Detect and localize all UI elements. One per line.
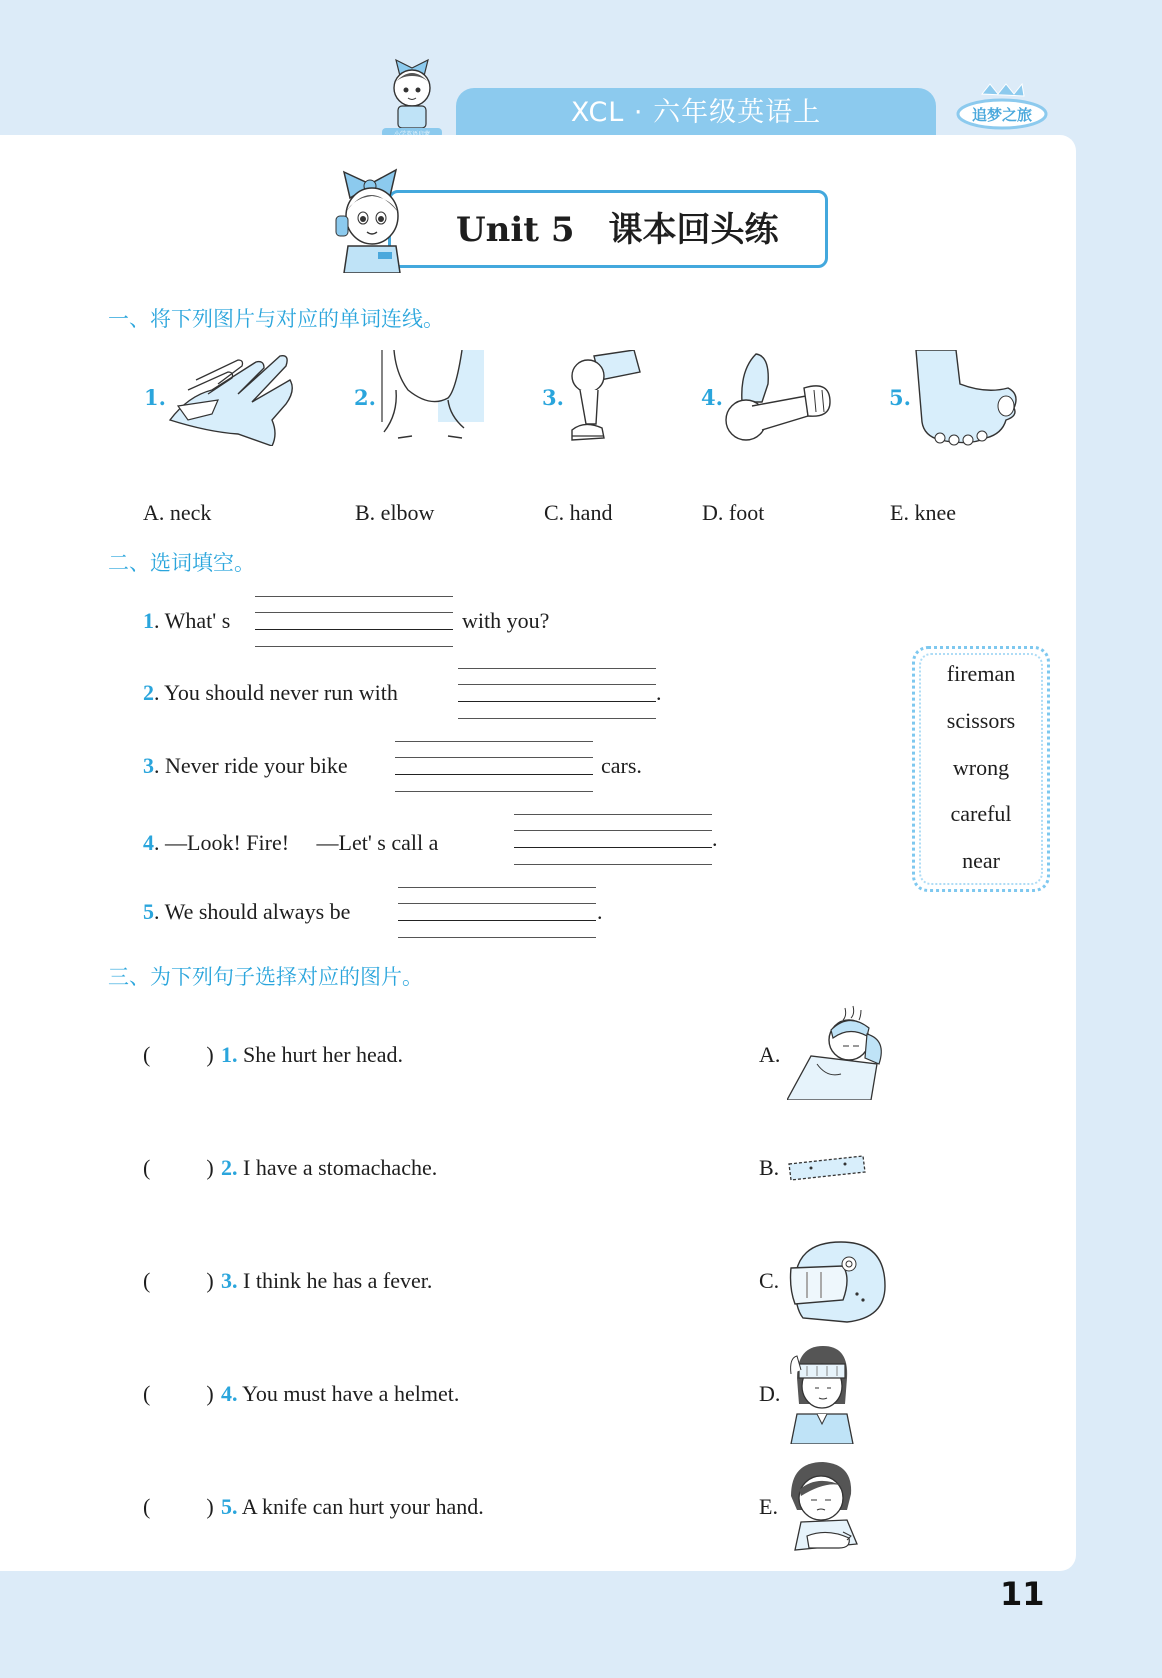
section-1-heading: 一、将下列图片与对应的单词连线。 <box>108 307 444 331</box>
word-option-c: C. hand <box>544 500 613 525</box>
page-title: Unit 5 课本回头练 <box>456 210 779 250</box>
choice-sentence-5 <box>143 1494 484 1520</box>
mascot-girl-icon <box>330 158 410 273</box>
elbow-icon <box>722 350 834 446</box>
answer-blank-4[interactable] <box>514 812 712 868</box>
sentence-start: . We should always be <box>154 899 351 924</box>
page-number: 11 <box>1000 1575 1045 1613</box>
choice-sentence-3 <box>143 1268 432 1294</box>
picture-number-4: 4. <box>701 385 723 410</box>
header-tab: XCL · 六年级英语上 <box>456 88 936 136</box>
fill-sentence-1 <box>143 608 230 634</box>
section-3-heading: 三、为下列句子选择对应的图片。 <box>108 965 423 989</box>
picture-number-3: 3. <box>542 385 564 410</box>
answer-paren[interactable]: ( ) <box>143 1494 214 1519</box>
answer-paren[interactable]: ( ) <box>143 1155 214 1180</box>
fill-sentence-4 <box>143 826 438 857</box>
fill-sentence-5 <box>143 899 350 925</box>
sentence-number: 3. <box>221 1268 238 1293</box>
word-option-b: B. elbow <box>355 500 435 525</box>
neck-icon <box>378 350 484 442</box>
sentence-number: 1. <box>221 1042 238 1067</box>
answer-blank-2[interactable] <box>458 666 656 722</box>
knee-icon <box>566 350 642 446</box>
option-label-a: A. <box>759 1042 781 1067</box>
helmet-icon <box>787 1238 887 1324</box>
sick-boy-icon <box>787 1004 889 1100</box>
answer-paren[interactable]: ( ) <box>143 1381 214 1406</box>
word-option-d: D. foot <box>702 500 765 525</box>
sentence-text: I have a stomachache. <box>237 1155 438 1180</box>
choice-sentence-1 <box>143 1042 403 1068</box>
word-option-a: A. neck <box>143 500 212 525</box>
sentence-start: . —Look! Fire! —Let' s call a <box>154 830 439 855</box>
sentence-number: 5. <box>221 1494 238 1519</box>
choice-sentence-4 <box>143 1381 459 1407</box>
option-label-b: B. <box>759 1155 780 1180</box>
sentence-end-3: cars. <box>601 753 642 778</box>
fill-sentence-2 <box>143 680 398 706</box>
hurt-hand-girl-icon <box>787 1460 867 1554</box>
sentence-number: 4. <box>221 1381 238 1406</box>
bandage-icon <box>787 1152 867 1184</box>
answer-paren[interactable]: ( ) <box>143 1268 214 1293</box>
picture-number-1: 1. <box>144 385 166 410</box>
logo-icon <box>952 80 1052 136</box>
picture-number-5: 5. <box>889 385 911 410</box>
sentence-text: A knife can hurt your hand. <box>237 1494 484 1519</box>
sentence-end-2: . <box>656 680 662 705</box>
word-bank-item: careful <box>950 801 1012 826</box>
sentence-start: . What' s <box>154 608 231 633</box>
word-bank-item: wrong <box>952 755 1010 780</box>
answer-blank-5[interactable] <box>398 885 596 941</box>
sentence-number: 2 <box>143 680 154 705</box>
answer-blank-1[interactable] <box>255 594 453 650</box>
option-label-c: C. <box>759 1268 780 1293</box>
word-option-e: E. knee <box>890 500 956 525</box>
svg-text:追梦之旅: 追梦之旅 <box>971 106 1033 124</box>
option-label-d: D. <box>759 1381 781 1406</box>
sentence-text: I think he has a fever. <box>237 1268 433 1293</box>
fill-sentence-3 <box>143 753 348 779</box>
sentence-text: She hurt her head. <box>237 1042 404 1067</box>
bandaged-head-girl-icon <box>787 1344 857 1444</box>
sentence-end-5: . <box>597 899 603 924</box>
sentence-number: 4 <box>143 830 154 855</box>
sentence-end-1: with you? <box>462 608 550 633</box>
foot-icon <box>906 350 1022 446</box>
word-bank-item: fireman <box>946 661 1016 686</box>
option-label-e: E. <box>759 1494 778 1519</box>
word-bank-item: near <box>962 848 1000 873</box>
mascot-small-icon <box>376 52 448 138</box>
sentence-number: 1 <box>143 608 154 633</box>
section-2-heading: 二、选词填空。 <box>108 551 255 575</box>
answer-paren[interactable]: ( ) <box>143 1042 214 1067</box>
sentence-number: 3 <box>143 753 154 778</box>
picture-number-2: 2. <box>354 385 376 410</box>
sentence-start: . You should never run with <box>154 680 398 705</box>
sentence-number: 2. <box>221 1155 238 1180</box>
sentence-end-4: . <box>712 826 718 851</box>
choice-sentence-2 <box>143 1155 437 1181</box>
hands-icon <box>168 350 296 446</box>
sentence-text: You must have a helmet. <box>237 1381 460 1406</box>
sentence-number: 5 <box>143 899 154 924</box>
answer-blank-3[interactable] <box>395 739 593 795</box>
sentence-start: . Never ride your bike <box>154 753 348 778</box>
word-bank-item: scissors <box>946 708 1016 733</box>
